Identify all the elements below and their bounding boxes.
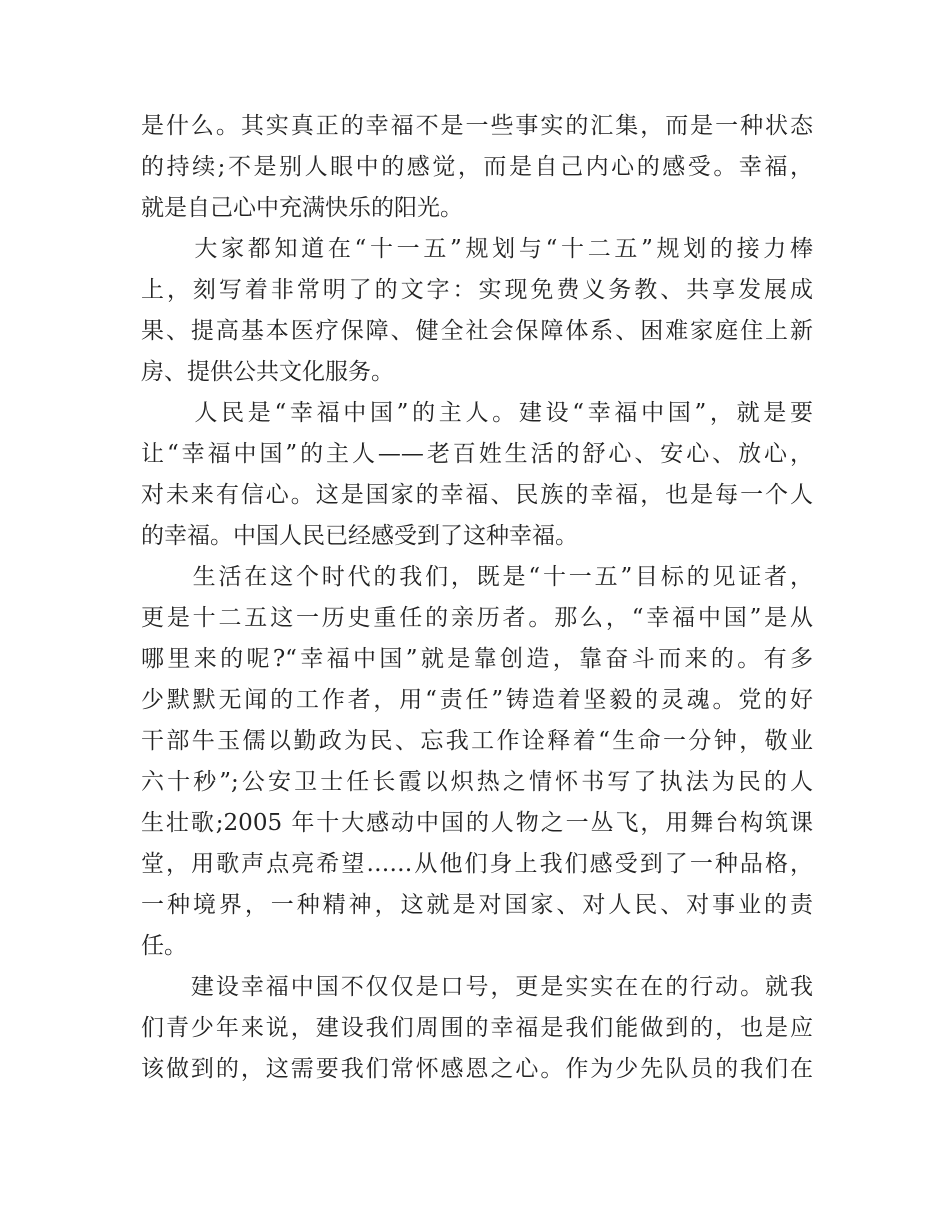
text-line: 就是自己心中充满快乐的阳光。 [141,195,463,221]
text-line: 上，刻写着非常明了的文字：实现免费义务教、共享发展成 [141,277,813,303]
text-line: 任。 [141,933,187,959]
text-line: 让“幸福中国”的主人——老百姓生活的舒心、安心、放心， [141,441,813,467]
paragraph [141,229,813,393]
text-line: 六十秒”;公安卫士任长霞以炽热之情怀书写了执法为民的人 [141,769,813,795]
text-line: 生活在这个时代的我们，既是“十一五”目标的见证者， [141,564,813,590]
text-line: 少默默无闻的工作者，用“责任”铸造着坚毅的灵魂。党的好 [141,687,813,713]
text-line: 堂，用歌声点亮希望……从他们身上我们感受到了一种品格， [141,851,813,877]
text-line: 的持续;不是别人眼中的感觉，而是自己内心的感受。幸福， [141,154,813,180]
text-line: 生壮歌;2005 年十大感动中国的人物之一丛飞，用舞台构筑课 [141,810,813,836]
text-line: 干部牛玉儒以勤政为民、忘我工作诠释着“生命一分钟，敬业 [141,728,813,754]
text-line: 的幸福。中国人民已经感受到了这种幸福。 [141,523,578,549]
document-body [141,106,813,1090]
text-line: 果、提高基本医疗保障、健全社会保障体系、困难家庭住上新 [141,318,813,344]
text-line: 该做到的，这需要我们常怀感恩之心。作为少先队员的我们在 [141,1056,813,1082]
text-line: 们青少年来说，建设我们周围的幸福是我们能做到的，也是应 [141,1015,813,1041]
text-line: 是什么。其实真正的幸福不是一些事实的汇集，而是一种状态 [141,113,813,139]
paragraph [141,393,813,557]
paragraph [141,557,813,967]
text-line: 建设幸福中国不仅仅是口号，更是实实在在的行动。就我 [141,974,813,1000]
text-line: 对未来有信心。这是国家的幸福、民族的幸福，也是每一个人 [141,482,813,508]
paragraph [141,967,813,1090]
text-line: 更是十二五这一历史重任的亲历者。那么，“幸福中国”是从 [141,605,813,631]
paragraph [141,106,813,229]
text-line: 人民是“幸福中国”的主人。建设“幸福中国”，就是要 [141,400,813,426]
text-line: 哪里来的呢?“幸福中国”就是靠创造，靠奋斗而来的。有多 [141,646,813,672]
text-line: 房、提供公共文化服务。 [141,359,394,385]
text-line: 一种境界，一种精神，这就是对国家、对人民、对事业的责 [141,892,813,918]
text-line: 大家都知道在“十一五”规划与“十二五”规划的接力棒 [141,236,813,262]
